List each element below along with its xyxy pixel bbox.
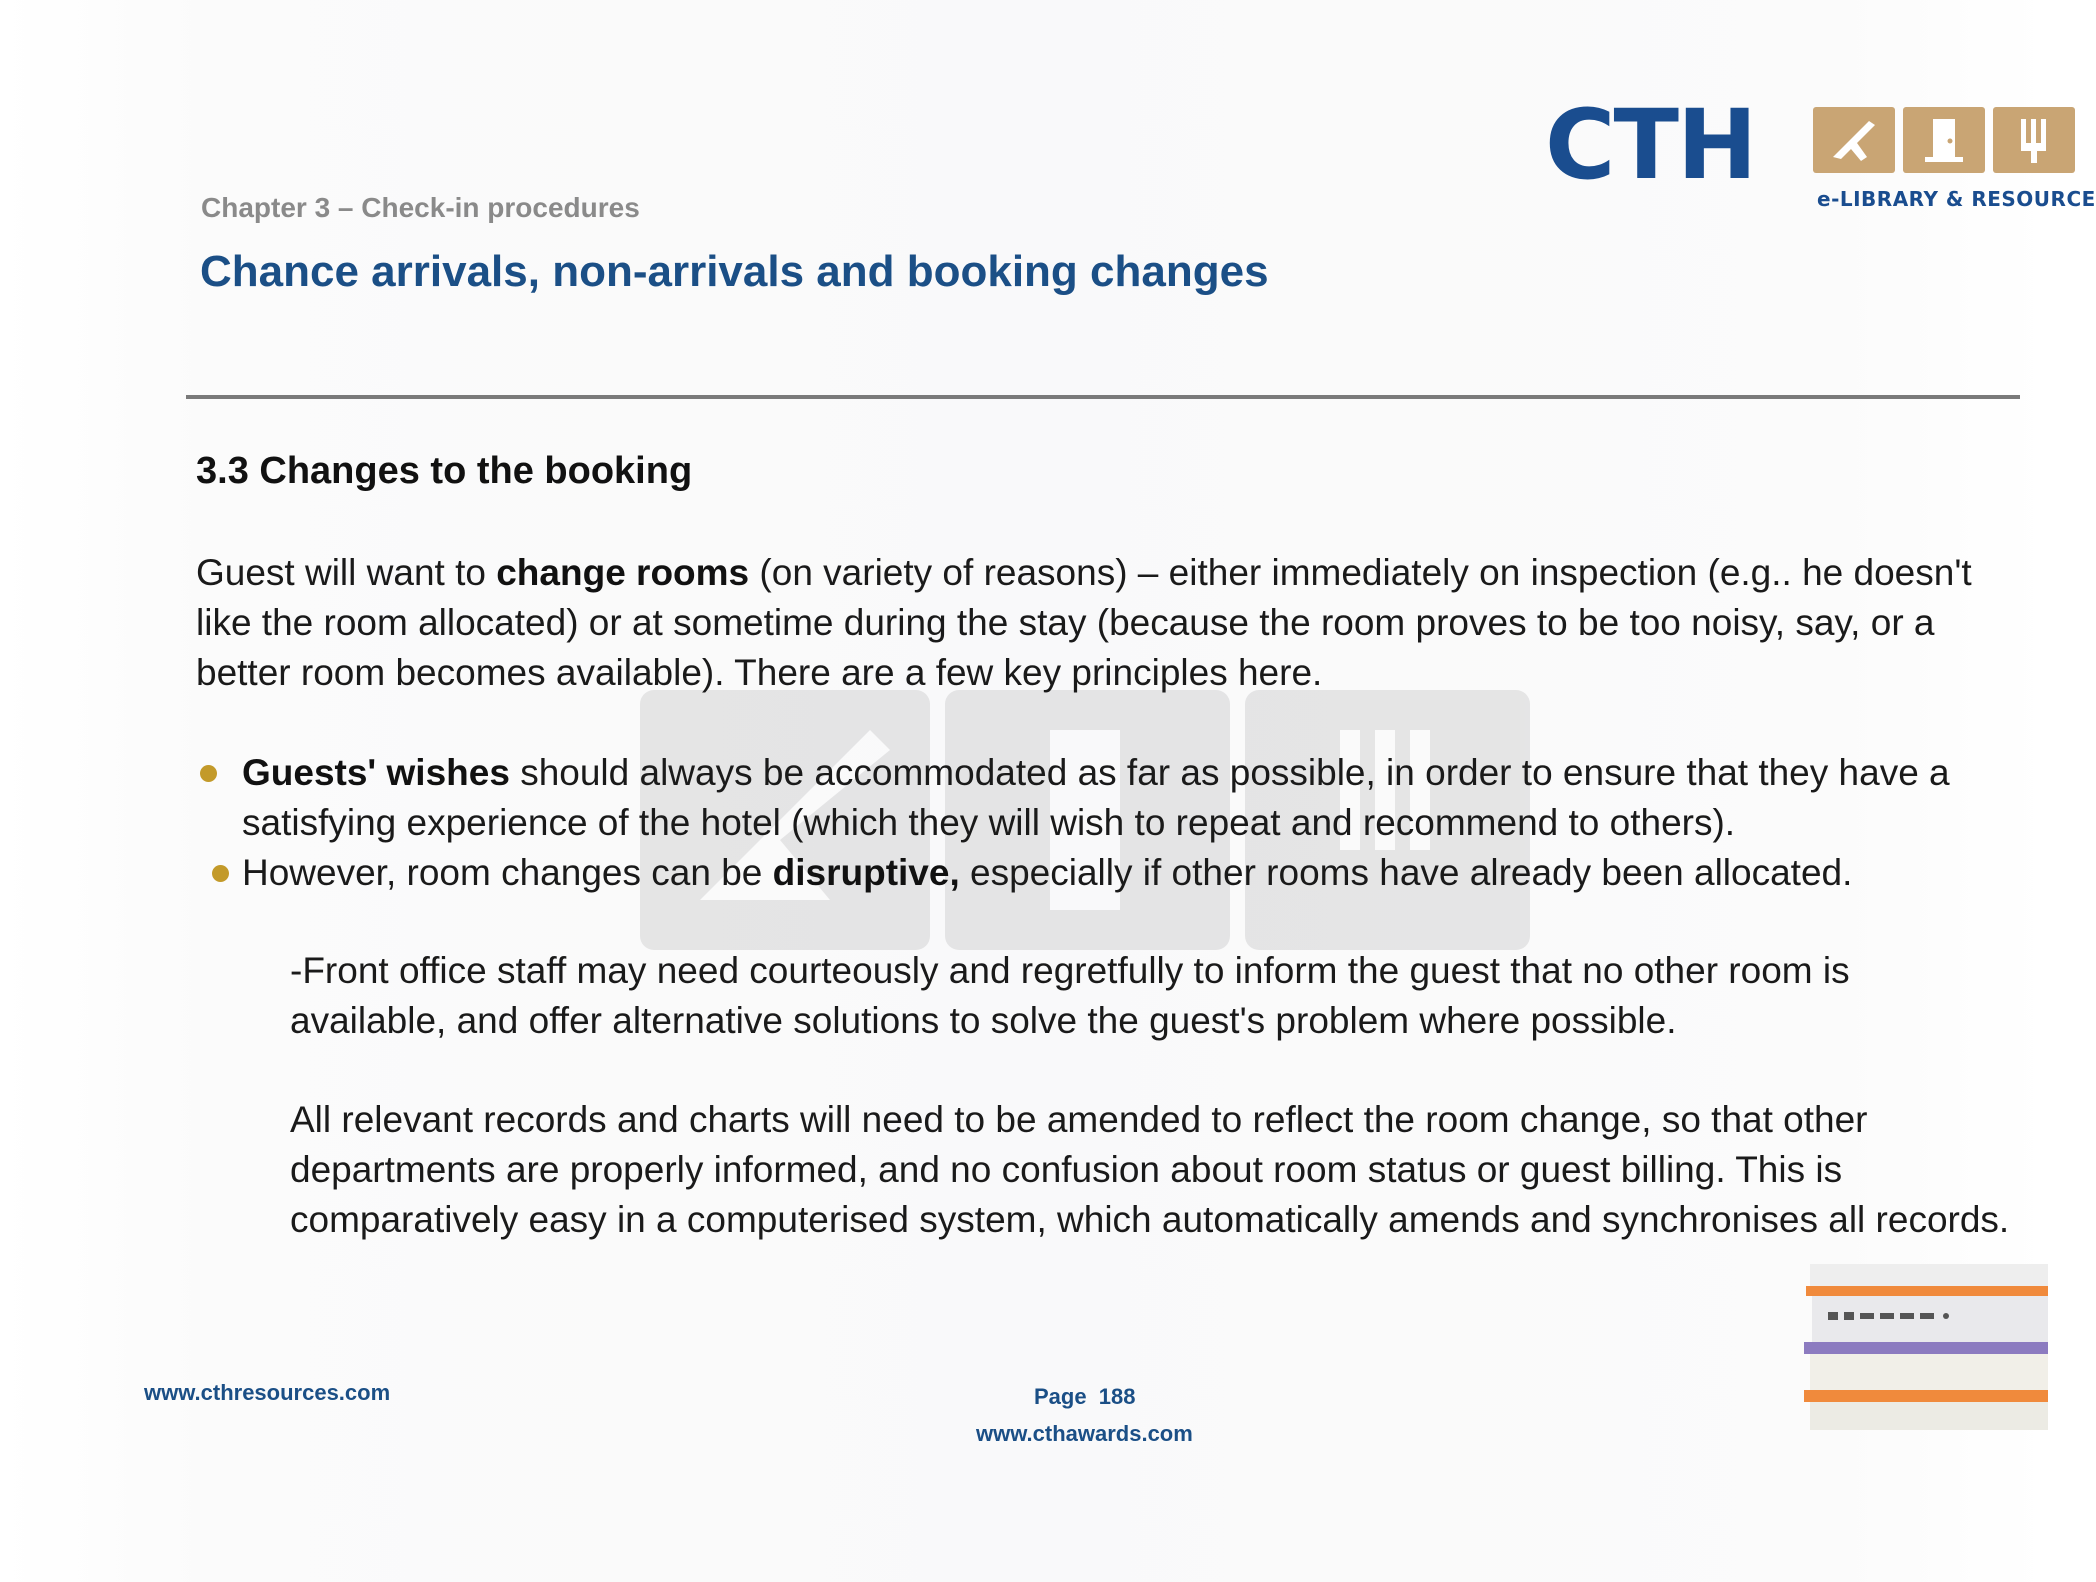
bullet-text-bold: disruptive, [772, 852, 960, 893]
plane-icon [1813, 107, 1895, 173]
bullet-icon [212, 865, 229, 882]
page-number: Page 188 [1034, 1384, 1136, 1409]
intro-text-before: Guest will want to [196, 552, 497, 593]
bullet-text-before: However, room changes can be [242, 852, 773, 893]
bullet-text-bold: Guests' wishes [242, 752, 510, 793]
books-image [1800, 1262, 2048, 1432]
bullet-list [196, 748, 2006, 898]
intro-paragraph [196, 548, 1996, 698]
intro-text-after: (on variety of reasons) – either immediately on inspection (e.g.. he doesn't like the room allocated) or at sometime during the stay (because the room proves to be too noisy, say, or a better room becomes available). There are a few key principles here. [196, 552, 1972, 693]
list-item [196, 748, 2006, 848]
fork-icon [1993, 107, 2075, 173]
chapter-label: Chapter 3 – Check-in procedures [201, 192, 640, 223]
logo-tiles [1813, 107, 2075, 173]
door-icon [1903, 107, 1985, 173]
bullet-text-after: should always be accommodated as far as possible, in order to ensure that they have a satisfying experience of the hotel (which they will wish to repeat and recommend to others). [242, 752, 1950, 843]
section-heading: 3.3 Changes to the booking [196, 450, 693, 492]
note-paragraph: -Front office staff may need courteously and regretfully to inform the guest that no other room is available, and offer alternative solutions to solve the guest's problem where possible. [290, 950, 1850, 1041]
page-title: Chance arrivals, non-arrivals and booking changes [200, 247, 1269, 296]
bullet-text-after: especially if other rooms have already been allocated. [959, 852, 1853, 893]
logo-subtitle: e-LIBRARY & RESOURCE [1817, 187, 2096, 211]
bullet-icon [200, 765, 217, 782]
footer-awards-link[interactable]: www.cthawards.com [976, 1421, 1193, 1446]
list-item [196, 848, 2006, 898]
header-divider [186, 395, 2020, 399]
logo-wordmark: CTH [1545, 89, 1756, 201]
footer-resources-link[interactable]: www.cthresources.com [144, 1380, 391, 1405]
records-paragraph: All relevant records and charts will need to be amended to reflect the room change, so that other departments are properly informed, and no confusion about room status or guest billing. This is comparatively easy in a computerised system, which automatically amends and synchronises all records. [290, 1099, 2010, 1240]
intro-text-bold: change rooms [496, 552, 750, 593]
cth-logo [1545, 89, 2096, 225]
